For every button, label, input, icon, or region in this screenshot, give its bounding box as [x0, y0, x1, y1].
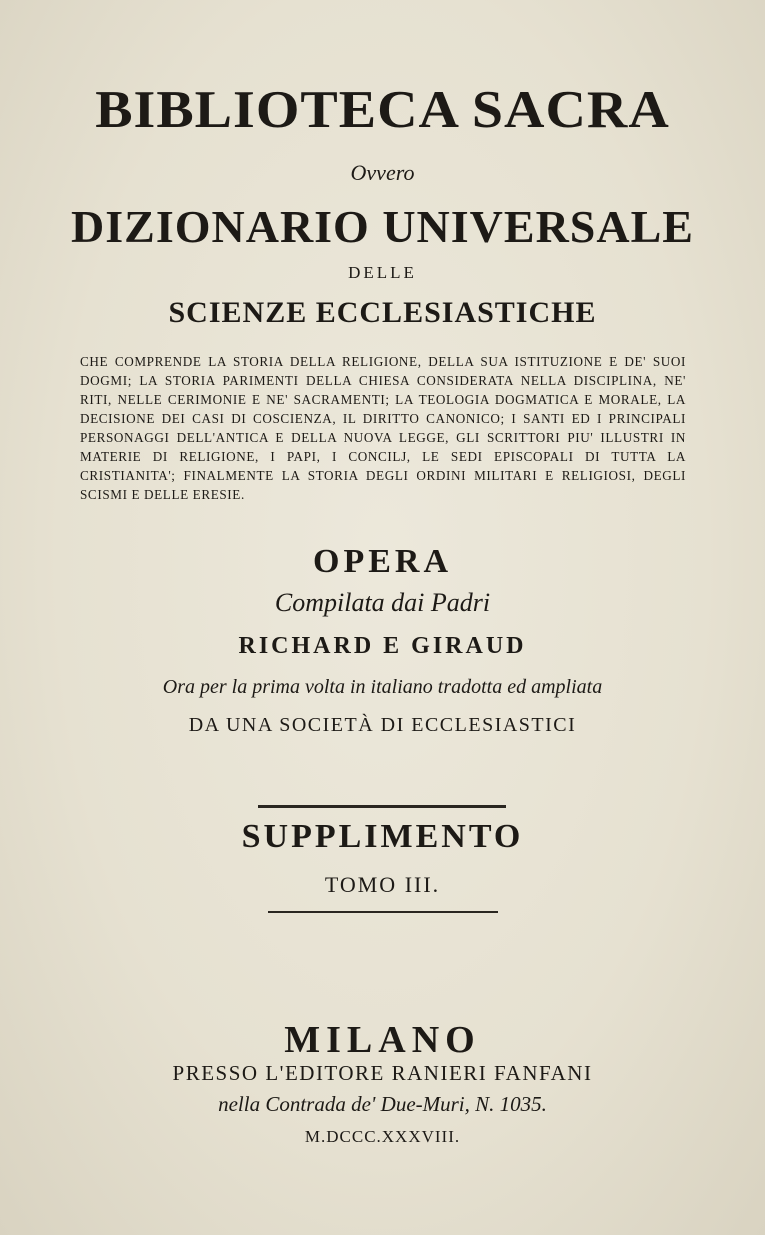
- secondary-title: DIZIONARIO UNIVERSALE: [71, 201, 694, 252]
- translator-society: DA UNA SOCIETÀ DI ECCLESIASTICI: [188, 714, 577, 736]
- ovvero-connector: Ovvero: [350, 160, 415, 185]
- imprint-publisher: PRESSO L'EDITORE RANIERI FANFANI: [172, 1061, 593, 1085]
- imprint-year: M.DCCC.XXXVIII.: [304, 1127, 461, 1146]
- main-title: BIBLIOTECA SACRA: [95, 80, 670, 140]
- divider-rule-bottom: [268, 911, 498, 913]
- imprint-city: MILANO: [284, 1019, 481, 1061]
- contents-description: CHE COMPRENDE LA STORIA DELLA RELIGIONE, DELLA SUA ISTITUZIONE E DE' SUOI DOGMI; LA STORIA PARIMENTI DELLA CHIESA CONSIDERATA NELLA DISCIPLINA, NE' RITI, NELLE CERIMONIE E NE' SACRAMENTI; LA TEOLOGIA DOGMATICA E MORALE, LA DECISIONE DEI CASI DI COSCIENZA, IL DIRITTO CANONICO; I SANTI ED I PRINCIPALI PERSONAGGI DELL'ANTICA E DELLA NUOVA LEGGE, GLI SCRITTORI PIU' ILLUSTRI IN MATERIE DI RELIGIONE, I PAPI, I CONCILJ, LE SEDI EPISCOPALI DI TUTTA LA CRISTIANITA'; FINALMENTE LA STORIA DEGLI ORDINI MILITARI E RELIGIOSI, DEGLI SCISMI E DELLE ERESIE.: [80, 354, 686, 502]
- translation-note: Ora per la prima volta in italiano tradotta ed ampliata: [162, 676, 603, 698]
- divider-rule-top: [258, 805, 506, 808]
- volume-number: TOMO III.: [324, 872, 441, 897]
- subject-title: SCIENZE ECCLESIASTICHE: [168, 296, 597, 329]
- delle-connector: DELLE: [348, 263, 417, 282]
- imprint-address: nella Contrada de' Due-Muri, N. 1035.: [218, 1092, 547, 1116]
- authors: RICHARD E GIRAUD: [238, 633, 527, 659]
- supplement-heading: SUPPLIMENTO: [241, 818, 524, 855]
- compiled-by-line: Compilata dai Padri: [274, 588, 491, 617]
- opera-heading: OPERA: [313, 543, 452, 580]
